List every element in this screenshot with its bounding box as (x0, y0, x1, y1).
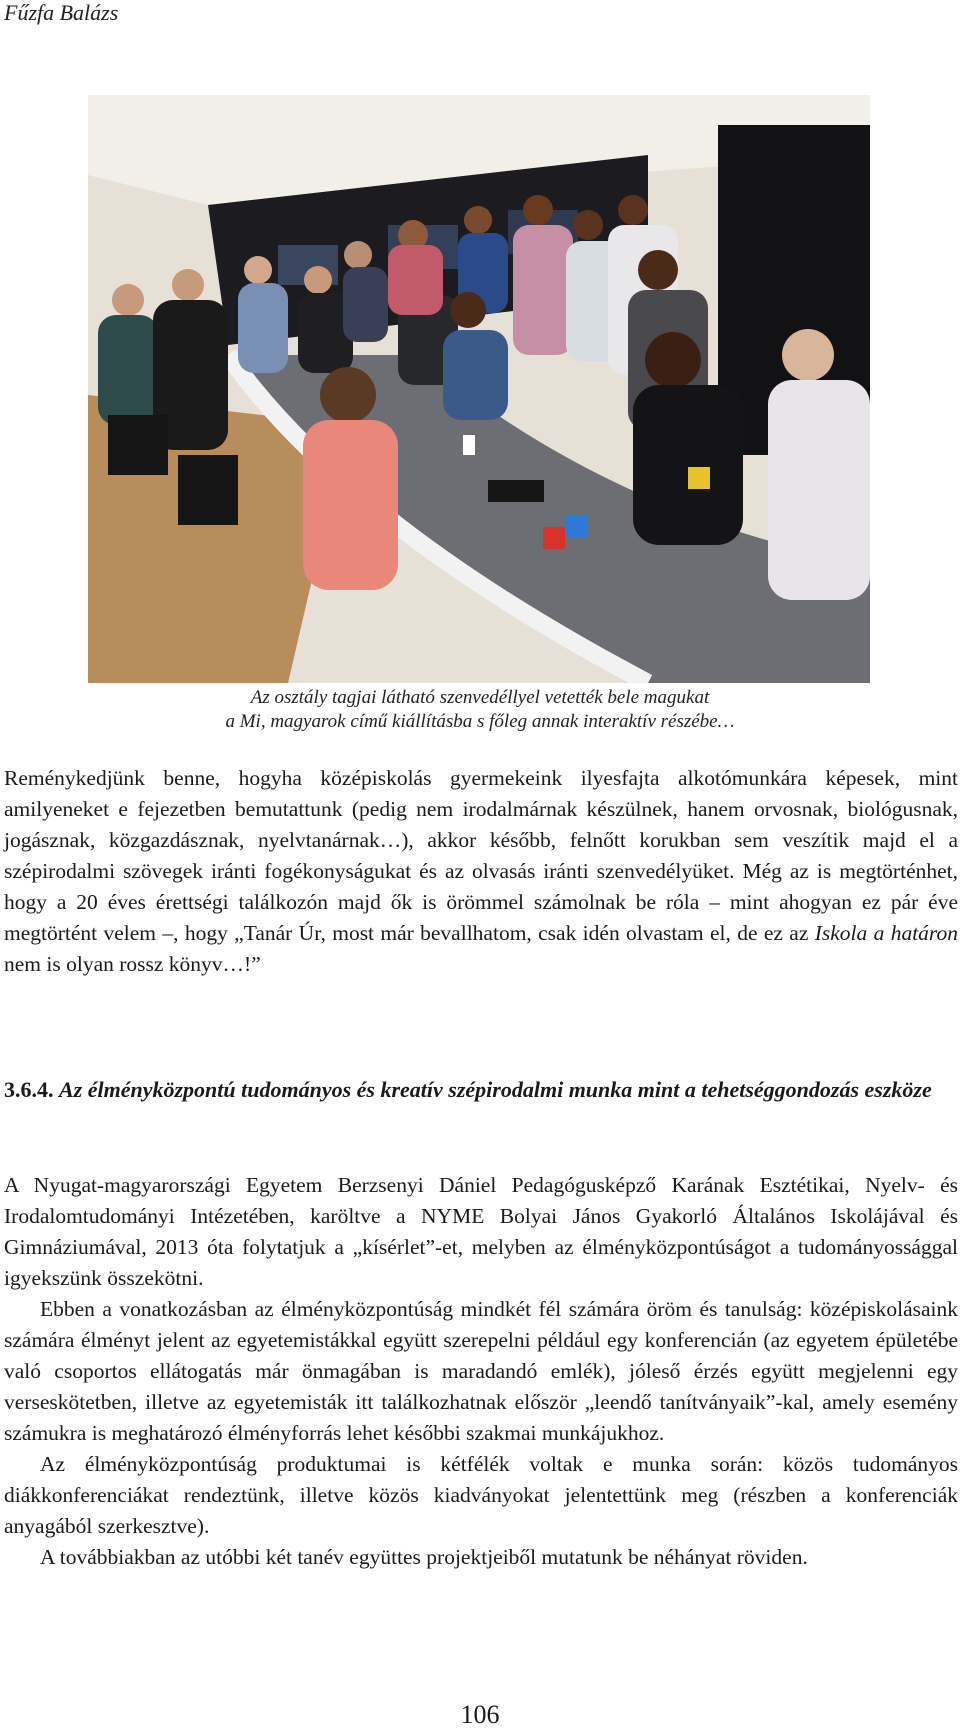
paragraph-intro-text-b: nem is olyan rossz könyv…!” (4, 952, 261, 976)
running-header-author: Fűzfa Balázs (4, 0, 119, 25)
photo-icon (88, 95, 870, 683)
paragraph: A Nyugat-magyarországi Egyetem Berzsenyi Dániel Pedagógusképző Karának Esztétikai, Nyelv- és Irodalomtudományi Intézetében, karöltve a NYME Bolyai János Gyakorló Általános Iskolájával és Gimnáziumával, 2013 óta folytatjuk a „kísérlet”-et, melyben az élményközpontúságot a tudományossággal igyekszünk összekötni. (4, 1173, 958, 1290)
figure-caption (0, 686, 960, 734)
paragraph-intro-text-a: Reménykedjünk benne, hogyha középiskolás gyermekeink ilyesfajta alkotómunkára képesek, mint amilyeneket e fejezetben bemutattunk (pedig nem irodalmárnak készülnek, hanem orvosnak, biológusnak, jogásznak, közgazdásznak, nyelvtanárnak…), akkor később, felnőtt korukban sem veszítik majd el a szépirodalmi szövegek iránti fogékonyságukat és az olvasás iránti szenvedélyüket. Még az is megtörténhet, hogy a 20 éves érettségi találkozón majd ők is örömmel számolnak be róla – mint ahogyan ez pár éve megtörtént velem –, hogy „Tanár Úr, most már bevallhatom, csak idén olvastam el, de ez az (4, 766, 958, 945)
exhibition-photo (88, 95, 870, 683)
caption-line-2: a Mi, magyarok című kiállításba s főleg annak interaktív részébe… (225, 711, 735, 732)
section-heading (4, 1074, 958, 1105)
page-number: 106 (460, 1700, 500, 1729)
caption-line-1: Az osztály tagjai látható szenvedéllyel vetették bele magukat (250, 687, 710, 708)
section-number: 3.6.4. (4, 1077, 54, 1102)
paragraph: Ebben a vonatkozásban az élményközpontúság mindkét fél számára öröm és tanulság: középiskolásaink számára élményt jelent az egyetemistákkal együtt szerepelni például egy konferencián (az egyetem épületébe való csoportos ellátogatás már önmagában is maradandó emlék), jóleső érzés együtt megjelenni egy verseskötetben, illetve az egyetemisták itt találkozhatnak először „leendő tanítványaik”-kal, amely esemény számukra is meghatározó élményforrás lehet későbbi szakmai munkájukhoz. (4, 1297, 958, 1445)
paragraph-intro (4, 763, 958, 980)
section-title: Az élményközpontú tudományos és kreatív szépirodalmi munka mint a tehetséggondozás eszköze (59, 1077, 932, 1102)
book-title-emphasis: Iskola a határon (814, 921, 959, 945)
section-body (4, 1170, 958, 1573)
paragraph: A továbbiakban az utóbbi két tanév együttes projektjeiből mutatunk be néhányat röviden. (40, 1545, 808, 1569)
paragraph: Az élményközpontúság produktumai is kétfélék voltak e munka során: közös tudományos diákkonferenciákat rendeztünk, illetve közös kiadványokat jelentettünk meg (részben a konferenciák anyagából szerkesztve). (4, 1452, 958, 1538)
